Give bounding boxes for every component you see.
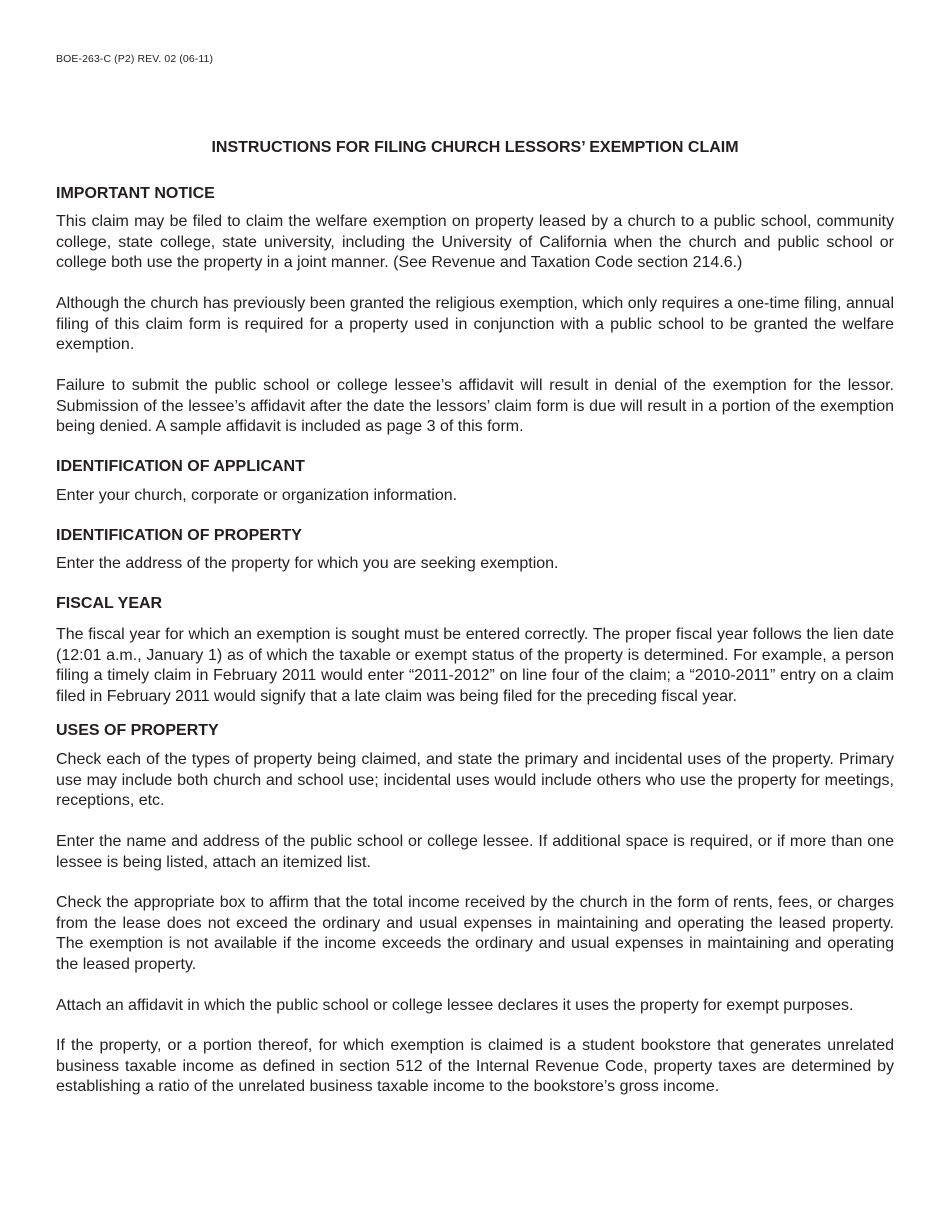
paragraph-fiscal-year: The fiscal year for which an exemption is sought must be entered correctly. The proper fiscal year follows the lien date (12:01 a.m., January 1) as of which the taxable or exempt status of the property is determined. For example, a person filing a timely claim in February 2011 would enter “2011-2012” on line four of the claim; a “2010-2011” entry on a claim filed in February 2011 would signify that a late claim was being filed for the preceding fiscal year. [56, 626, 894, 705]
paragraph-important-notice-3: Failure to submit the public school or college lessee’s affidavit will result in denial of the exemption for the lessor. Submission of the lessee’s affidavit after the date the lessors’ claim form is due will result in a portion of the exemption being denied. A sample affidavit is included as page 3 of this form. [56, 377, 894, 435]
paragraph-identification-of-property: Enter the address of the property for which you are seeking exemption. [56, 555, 559, 572]
paragraph-uses-of-property-1: Check each of the types of property being claimed, and state the primary and incidental uses of the property. Primary use may include both church and school use; incidental uses would include others who use the property for meetings, receptions, etc. [56, 751, 894, 809]
paragraph-important-notice-2: Although the church has previously been granted the religious exemption, which only requires a one-time filing, annual filing of this claim form is required for a property used in conjunction with a public school to be granted the welfare exemption. [56, 295, 894, 353]
section-heading-identification-of-applicant: IDENTIFICATION OF APPLICANT [56, 458, 305, 475]
form-id: BOE-263-C (P2) REV. 02 (06-11) [56, 53, 214, 65]
section-heading-uses-of-property: USES OF PROPERTY [56, 722, 219, 739]
paragraph-uses-of-property-5: If the property, or a portion thereof, for which exemption is claimed is a student bookstore that generates unrelated business taxable income as defined in section 512 of the Internal Revenue Code, property taxes are determined by establishing a ratio of the unrelated business taxable income to the bookstore’s gross income. [56, 1037, 894, 1095]
section-heading-important-notice: IMPORTANT NOTICE [56, 185, 215, 202]
document-title: INSTRUCTIONS FOR FILING CHURCH LESSORS’ EXEMPTION CLAIM [211, 139, 739, 156]
section-heading-identification-of-property: IDENTIFICATION OF PROPERTY [56, 527, 302, 544]
paragraph-important-notice-1: This claim may be filed to claim the welfare exemption on property leased by a church to a public school, community college, state college, state university, including the University of California when the church and public school or college both use the property in a joint manner. (See Revenue and Taxation Code section 214.6.) [56, 213, 894, 271]
paragraph-uses-of-property-3: Check the appropriate box to affirm that the total income received by the church in the form of rents, fees, or charges from the lease does not exceed the ordinary and usual expenses in maintaining and operating the leased property. The exemption is not available if the income exceeds the ordinary and usual expenses in maintaining and operating the leased property. [56, 894, 894, 973]
paragraph-uses-of-property-4: Attach an affidavit in which the public school or college lessee declares it uses the property for exempt purposes. [56, 997, 854, 1014]
paragraph-identification-of-applicant: Enter your church, corporate or organization information. [56, 487, 458, 504]
section-heading-fiscal-year: FISCAL YEAR [56, 595, 163, 612]
paragraph-uses-of-property-2: Enter the name and address of the public school or college lessee. If additional space is required, or if more than one lessee is being listed, attach an itemized list. [56, 833, 894, 871]
